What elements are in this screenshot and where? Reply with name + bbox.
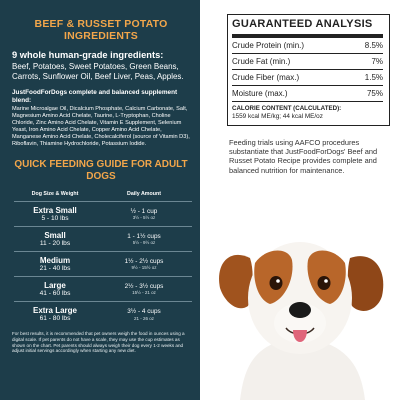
size-name: Extra Large [32, 306, 78, 316]
amount-oz: 15½ - 21 oz [132, 290, 156, 296]
table-row [14, 277, 192, 302]
size-name: Large [44, 280, 66, 290]
analysis-value: 1.5% [364, 73, 383, 82]
column-header-size: Dog Size & Weight [31, 191, 79, 198]
size-name: Medium [39, 255, 71, 265]
aafco-statement: Feeding trials using AAFCO procedures substantiate that JustFoodForDogs' Beef and Russet Potato Recipe provides complete and balanced nutrition for maintenance. [229, 138, 378, 175]
analysis-value: 75% [366, 89, 383, 98]
amount-cups: 3½ - 4 cups [127, 308, 161, 316]
amount-cups: ½ - 1 cup [130, 207, 158, 215]
amount-cups: 1 - 1½ cups [127, 232, 161, 240]
amount-cups: 2½ - 3½ cups [124, 282, 164, 290]
analysis-value: 8.5% [364, 41, 383, 50]
guaranteed-analysis-title: GUARANTEED ANALYSIS [232, 18, 383, 38]
amount-oz: 5½ - 9½ oz [132, 240, 156, 246]
size-range: 11 - 20 lbs [39, 239, 71, 247]
size-name: Small [44, 230, 66, 240]
ingredients-heading: 9 whole human-grade ingredients: [12, 50, 164, 60]
dog-photo [200, 218, 400, 400]
feeding-footnote: For best results, it is recommended that pet owners weigh the food in ounces using a digital scale. If pet parents do not have a scale, they may use the cup estimates as shown on the chart. Pet parents should always weigh their dog every 1-2 weeks and adjust initial servings accordingly when starting any new diet. [12, 331, 185, 354]
feeding-table [14, 191, 192, 327]
analysis-row [232, 70, 383, 86]
analysis-label: Crude Fat (min.) [232, 57, 291, 66]
amount-oz: 21 - 26 oz [133, 315, 154, 321]
feeding-table-header [14, 191, 192, 202]
analysis-panel [200, 0, 400, 400]
table-row [14, 252, 192, 277]
amount-cups: 1½ - 2½ cups [124, 257, 164, 265]
size-range: 41 - 60 lbs [39, 289, 71, 297]
ingredients-list: Beef, Potatoes, Sweet Potatoes, Green Beans, Carrots, Sunflower Oil, Beef Liver, Peas, Apples. [12, 62, 184, 81]
analysis-label: Moisture (max.) [232, 89, 288, 98]
analysis-value: 7% [371, 57, 383, 66]
table-row [14, 202, 192, 227]
analysis-label: Crude Fiber (max.) [232, 73, 300, 82]
column-header-amount: Daily Amount [127, 191, 161, 198]
size-range: 61 - 80 lbs [39, 315, 71, 323]
recipe-title: BEEF & RUSSET POTATO INGREDIENTS [34, 18, 168, 42]
amount-oz: 3½ - 5½ oz [132, 215, 156, 221]
analysis-row [232, 86, 383, 102]
amount-oz: 9½ - 15½ oz [131, 265, 157, 271]
calorie-content-title: CALORIE CONTENT (CALCULATED): [232, 105, 342, 112]
supplement-blend-heading: JustFoodForDogs complete and balanced supplement blend: [12, 89, 178, 104]
analysis-row [232, 38, 383, 54]
size-name: Extra Small [33, 205, 77, 215]
guaranteed-analysis-box [227, 14, 390, 126]
feeding-guide-title: QUICK FEEDING GUIDE FOR ADULT DOGS [14, 159, 188, 183]
table-row [14, 302, 192, 327]
analysis-row [232, 54, 383, 70]
size-range: 5 - 10 lbs [41, 214, 69, 222]
analysis-label: Crude Protein (min.) [232, 41, 305, 50]
table-row [14, 227, 192, 252]
size-range: 21 - 40 lbs [39, 264, 71, 272]
supplement-blend-list: Marine Microalgae Oil, Dicalcium Phosphate, Calcium Carbonate, Salt, Magnesium Amino Acid Chelate, Taurine, L-Tryptophan, Choline Chloride, Zinc Amino Acid Chelate, Vitamin E Supplement, Selenium Yeast, Iron Amino Acid Chelate, Copper Amino Acid Chelate, Manganese Amino Acid Chelate, Cholecalciferol (source of Vitamin D3), Riboflavin, Thiamine Hydrochloride, Potassium Iodide. [12, 106, 190, 147]
calorie-content-value: 1559 kcal ME/kg; 44 kcal ME/oz [232, 113, 323, 120]
jack-russell-terrier-image [200, 218, 400, 400]
